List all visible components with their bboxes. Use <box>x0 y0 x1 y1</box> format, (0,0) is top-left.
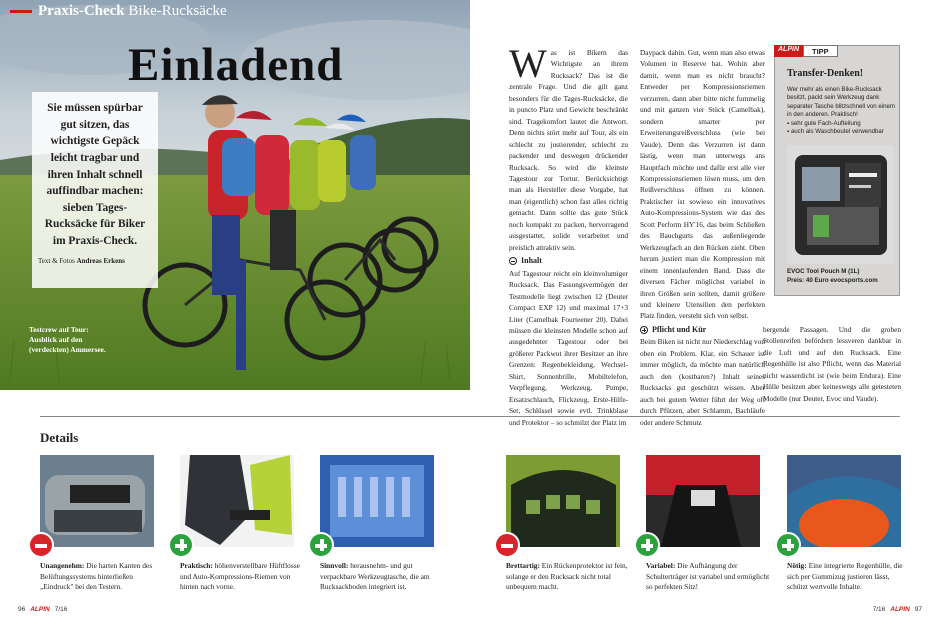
page-number-right: 97 <box>914 606 922 613</box>
detail-photo-3 <box>320 455 434 547</box>
plus-badge-icon <box>775 532 801 558</box>
tip-title: Transfer-Denken! <box>787 68 864 79</box>
details-title: Details <box>40 430 79 445</box>
credit-label: Text & Fotos <box>38 256 75 265</box>
article-column-2 <box>640 47 765 428</box>
detail-photo-1 <box>40 455 154 547</box>
minus-circle-icon <box>509 257 517 265</box>
tip-bullet: ▪ sehr gute Fach-Aufteilung <box>787 119 861 127</box>
tip-box <box>774 45 900 296</box>
detail-caption-1 <box>40 561 164 593</box>
tip-brand: ALPIN <box>774 45 803 57</box>
detail-caption-lead: Brettartig: <box>506 561 540 570</box>
article-column-1 <box>509 41 628 428</box>
detail-photo-5 <box>646 455 760 547</box>
tip-product <box>787 268 878 285</box>
detail-caption-text: Eine integrierte Regenhülle, die sich per Gummizug justieren lässt, schützt wertvolle Inhalte. <box>787 561 903 592</box>
footer-brand: ALPIN <box>890 606 910 613</box>
credit-name: Andreas Erkens <box>76 256 125 265</box>
footer-issue: 7/16 <box>54 606 68 613</box>
tip-bullet-text: sehr gute Fach-Aufteilung <box>790 119 861 127</box>
detail-photo-6 <box>787 455 901 547</box>
detail-caption-lead: Unangenehm: <box>40 561 85 570</box>
article-paragraph-3: Daypack dahin. Gut, wenn man also etwas Volumen in Reserve hat. Wohin aber damit, wenn man es nicht braucht? Entweder per Kompressionsriemen verzurren, dann aber bitte nicht fummelig und mit ganzen vier Stück (Camelbak), sondern smarter per Erweiterungsreißverschluss (wie bei Vaude). Denn das Verzurren ist dann lästig, wenn man unterwegs ans Hauptfach möchte und dafür erst alle vier Kompressionsriemen lösen muss, um den Reißverschluss öffnen zu können. Praktischer ist sowieso ein innovatives Auto-Kompressions-System wie das des Scott Perform HY'16, das beim Schließen des Bauchgurts das außenliegende Werkzeugfach an den Rücken zieht. Oben herum justiert man die Kompression mit einem innenlaufenden Band. Dass die diversen Fächer möglichst variabel in ihren Größen sein sollten, damit größere und kleinere Utensilien den perfekten Platz finden, versteht sich von selbst. <box>640 48 765 321</box>
article-paragraph-4: Beim Biken ist nicht nur Niederschlag von oben ein Problem. Klar, ein Schauer ist immer möglich, da möchte man natürlich auch den (kostbaren?) Inhalt seines Rucksacks gut geschützt wissen. Aber auch bei gutem Wetter führt der Weg oft durch Pfützen, aber Schlamm, Bachläufe oder andere Schmutz <box>640 337 765 427</box>
detail-caption-text: höhenverstellbare Hüftflosse und Auto-Kompressions-Riemen von hinten nach vorne. <box>180 561 300 592</box>
subheading-kuer <box>640 324 765 337</box>
footer-right <box>873 606 922 613</box>
tip-text <box>787 86 899 136</box>
section-label <box>10 3 227 20</box>
footer-left <box>18 606 67 613</box>
intro-box <box>32 92 158 288</box>
detail-caption-text: Die Aufhängung der Schulterträger ist variabel und ermöglicht so perfekten Sitz! <box>646 561 770 592</box>
minus-badge-icon <box>494 532 520 558</box>
plus-badge-icon <box>308 532 334 558</box>
tip-bullet: ▪ auch als Waschbeutel verwendbar <box>787 128 884 136</box>
detail-caption-text: Die harten Kanten des Belüftungssystems hinterließen „Eindruck" bei den Testern. <box>40 561 153 592</box>
article-paragraph-2: Auf Tagestour reicht ein kleinvolumiger Rucksack. Das Fassungsvermögen der Testmodelle liegt zwischen 12 (Deuter Compact EXP 12) und maximal 17+3 Liter (Camelbak Fourteener 20). Dabei müssen die kleinsten Modelle schon auf ausgedehnter Tagestour oder bei größerer Packwut ihrer Besitzer an ihre Grenzen: Regenbekleidung, Wechsel-Shirt, Sonnenbrille, Mobiltelefon, Verpflegung, Werkzeug, Pumpe, Ersatzschlauch, Flickzeug, Erste-Hilfe-Set, Schlüssel sowie evtl. Trinkblase und Protektor – so schmilzt der Platz im <box>509 268 628 427</box>
page-number-left: 96 <box>18 606 26 613</box>
minus-badge-icon <box>28 532 54 558</box>
subheading-kuer-text: Pflicht und Kür <box>652 324 707 334</box>
subheading-inhalt-text: Inhalt <box>521 256 542 266</box>
detail-caption-2 <box>180 561 304 593</box>
detail-photo-2 <box>180 455 294 547</box>
detail-caption-5 <box>646 561 770 593</box>
dropcap: W <box>509 41 547 86</box>
article-paragraph-5: bergende Passagen. Und die groben Stollenreifen befördern lessveren dankbar in die Luft und auf den Rucksack. Eine Regenhülle ist also Pflicht, wenn das Material nicht wasserdicht ist (wie beim Endura). Eine Hülle besitzen aber keineswegs alle getesteten Modelle (nur Deuter, Evoc und Vaude). <box>763 325 901 403</box>
detail-caption-lead: Variabel: <box>646 561 676 570</box>
plus-badge-icon <box>634 532 660 558</box>
detail-caption-text: herausnehm- und gut verpackbare Werkzeugtasche, die am Rucksackboden integriert ist. <box>320 561 430 592</box>
section-divider <box>40 416 900 417</box>
plus-circle-icon <box>640 326 648 334</box>
detail-caption-4 <box>506 561 630 593</box>
detail-caption-lead: Sinnvoll: <box>320 561 349 570</box>
section-label-light: Bike-Rucksäcke <box>128 3 227 19</box>
tool-pouch-photo <box>787 145 894 264</box>
detail-photo-4 <box>506 455 620 547</box>
photo-caption: Testcrew auf Tour: Ausblick auf den (verdeckten) Ammersee. <box>29 325 106 354</box>
footer-issue: 7/16 <box>872 606 886 613</box>
article-paragraph-1: as ist Bikern das Wichtigste an ihrem Rucksack? Das ist die zentrale Frage. Und die gilt ganz besonders für die Tages-Rucksäcke, die in puncto Platz und Gewicht beschränkt sind. Tragekomfort lautet die Antwort. Denn nichts stört mehr auf Tour, als ein schlecht zu justierender, schlecht zu packender und deswegen drückender Rucksack. So wird die kleinste Tagestour zur Tortur. Berücksichtigt man als Hersteller diese Vorgabe, hat man (eigentlich) schon fast alles richtig gemacht. Dann sollte das gute Stück noch kompakt zu packen, hervorragend ausgestattet, solide verarbeitet und preislich attraktiv sein. <box>509 48 628 252</box>
section-accent-bar <box>10 10 32 13</box>
detail-caption-lead: Praktisch: <box>180 561 213 570</box>
headline: Einladend <box>128 39 344 91</box>
tip-product-price: Preis: 40 Euro evocsports.com <box>787 276 878 284</box>
detail-caption-6 <box>787 561 905 593</box>
detail-caption-text: Ein Rückenprotektor ist fein, solange er den Rucksack nicht total unbequem macht. <box>506 561 628 592</box>
detail-caption-3 <box>320 561 444 593</box>
tip-header <box>774 45 838 57</box>
article-column-3 <box>763 324 901 404</box>
tip-description: Wer mehr als einen Bike-Rucksack besitzt, packt sein Werkzeug dank separater Tasche blitzschnell von einem in den anderen. Praktisch! <box>787 86 895 119</box>
detail-caption-lead: Nötig: <box>787 561 807 570</box>
subheading-inhalt <box>509 255 628 268</box>
intro-text: Sie müssen spürbar gut sitzen, das wichtigste Gepäck leicht tragbar und ihren Inhalt schnell auffindbar machen: sieben Tages-Rucksäcke für Biker im Praxis-Check. <box>44 102 146 248</box>
section-label-bold: Praxis-Check <box>38 3 125 19</box>
plus-badge-icon <box>168 532 194 558</box>
tip-label: TIPP <box>803 45 838 57</box>
tip-bullet-text: auch als Waschbeutel verwendbar <box>790 128 884 136</box>
credit-line <box>38 256 152 266</box>
footer-brand: ALPIN <box>30 606 50 613</box>
tip-product-name: EVOC Tool Pouch M (1L) <box>787 268 860 275</box>
